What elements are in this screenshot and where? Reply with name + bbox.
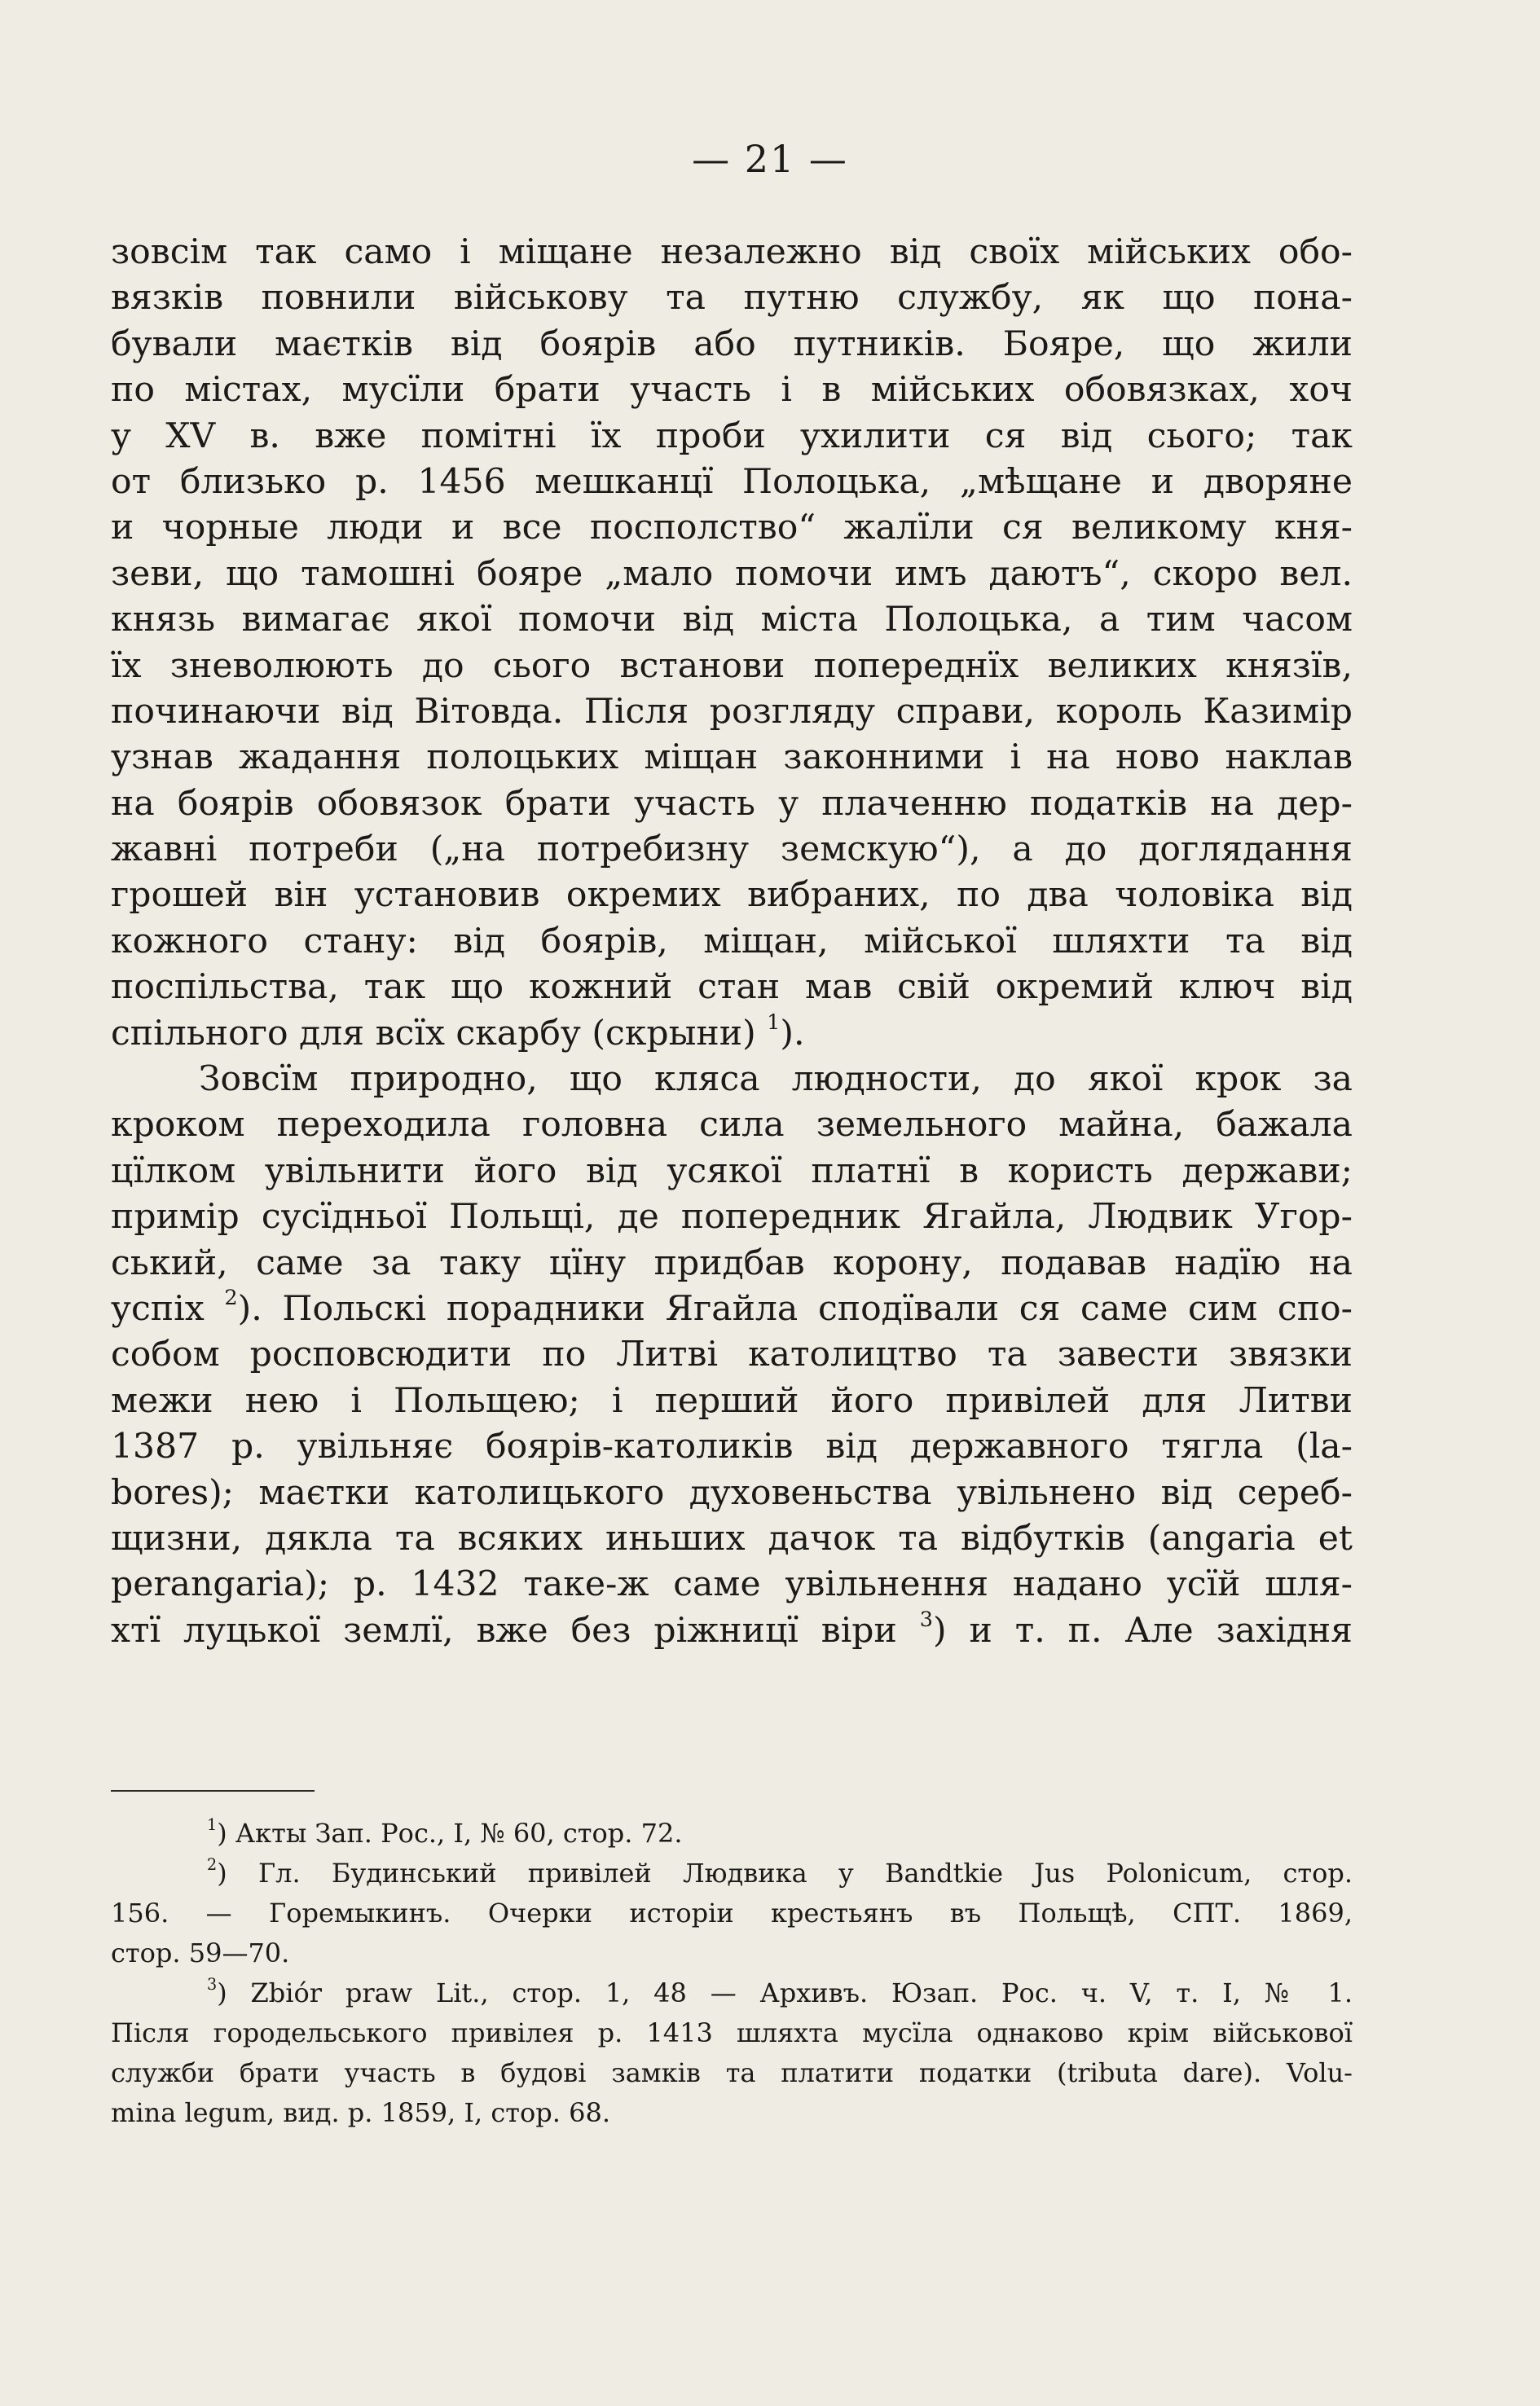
text-line: примір сусїдньої Польщі, де попередник Ягайла, Людвик Угор-	[111, 1197, 1353, 1238]
footnote-3: $^3$) Zbiór praw Lit., стор. 1, 48 — Архивъ. Юзап. Рос. ч. V, т. I, № 1.	[207, 1975, 1353, 2008]
footnotes	[111, 1814, 1353, 2133]
footnote-ref-2: 2	[224, 1286, 238, 1311]
text-line: кроком переходила головна сила земельного майна, бажала	[111, 1105, 1353, 1146]
text-line: жавні потреби („на потребизну земскую“), а до доглядання	[111, 829, 1353, 870]
footnote-ref-1: 1	[767, 1009, 781, 1035]
text-line: кожного стану: від боярів, міщан, мійської шляхти та від	[111, 921, 1353, 961]
text-line: по містах, мусїли брати участь і в мійських обовязках, хоч	[111, 370, 1353, 411]
footnote-2: $^2$) Гл. Будинський привілей Людвика у Bandtkie Jus Polonicum, стор.	[207, 1855, 1353, 1889]
text-line: perangaria); р. 1432 таке-ж саме увільнення надано усїй шля-	[111, 1564, 1353, 1605]
main-text	[111, 230, 1353, 1654]
footnote-line: служби брати участь в будові замків та платити податки (tributa dare). Volu-	[111, 2057, 1353, 2088]
footnote-ref-3: 3	[919, 1607, 933, 1632]
page-number: — 21 —	[692, 137, 848, 181]
text-line: бували маєтків від боярів або путників. Бояре, що жили	[111, 323, 1353, 364]
footnote-divider	[111, 1790, 315, 1792]
text-line: починаючи від Вітовда. Після розгляду справи, король Казимір	[111, 691, 1353, 732]
text-line: узнав жадання полоцьких міщан законними і на ново наклав	[111, 737, 1353, 778]
text-line: щизни, дякла та всяких иньших дачок та відбутків (angaria et	[111, 1518, 1353, 1559]
text-line: на боярів обовязок брати участь у плаченню податків на дер-	[111, 783, 1353, 824]
text-line: у XV в. вже помітні їх проби ухилити ся від сього; так	[111, 416, 1353, 456]
text-line: зовсім так само і міщане незалежно від своїх мійських обо-	[111, 232, 1353, 272]
text-line: ський, саме за таку цїну придбав корону, подавав надїю на	[111, 1243, 1353, 1283]
text-line: спільного для всїх скарбу (скрыни) $^1$).	[111, 1009, 805, 1053]
text-line: успіх $^2$). Польскі порадники Ягайла сподївали ся саме сим спо-	[111, 1286, 1353, 1329]
text-line: грошей він установив окремих вибраних, по два чоловіка від	[111, 875, 1353, 916]
text-line: от близько р. 1456 мешканцї Полоцька, „мѣщане и дворяне	[111, 461, 1353, 502]
footnote-1: $^1$) Акты Зап. Рос., I, № 60, стор. 72.	[207, 1815, 683, 1849]
text-line: поспільства, так що кожний стан мав свій окремий ключ від	[111, 967, 1353, 1008]
text-line: 1387 р. увільняє боярів-католиків від державного тягла (la-	[111, 1427, 1353, 1467]
footnote-line: стор. 59—70.	[111, 1938, 290, 1968]
text-line: межи нею і Польщею; і перший його привілей для Литви	[111, 1380, 1353, 1421]
footnote-line: mina legum, вид. р. 1859, I, стор. 68.	[111, 2097, 610, 2128]
text-line: Зовсїм природно, що кляса людности, до якої крок за	[199, 1059, 1353, 1100]
text-line: и чорные люди и все посполство“ жалїли ся великому кня-	[111, 508, 1353, 548]
text-line: собом росповсюдити по Литві католицтво та завести звязки	[111, 1335, 1353, 1375]
footnote-line: 156. — Горемыкинъ. Очерки исторіи крестьянъ въ Польщѣ, СПТ. 1869,	[111, 1898, 1353, 1929]
footnote-line: Після городельського привілея р. 1413 шляхта мусїла однаково крім військової	[111, 2017, 1353, 2048]
text-line: їх зневолюють до сього встанови попереднїх великих князїв,	[111, 645, 1353, 686]
text-line: хтї луцької землї, вже без ріжницї віри $^3$) и т. п. Але західня	[111, 1607, 1353, 1651]
text-line: вязків повнили військову та путню службу, як що пона-	[111, 278, 1353, 319]
text-line: князь вимагає якої помочи від міста Полоцька, а тим часом	[111, 600, 1353, 640]
text-line: цїлком увільнити його від усякої платнї в користь держави;	[111, 1150, 1353, 1191]
text-line: зеви, що тамошні бояре „мало помочи имъ даютъ“, скоро вел.	[111, 553, 1353, 594]
text-line: bores); маєтки католицького духовеньства увільнено від сереб-	[111, 1472, 1353, 1513]
